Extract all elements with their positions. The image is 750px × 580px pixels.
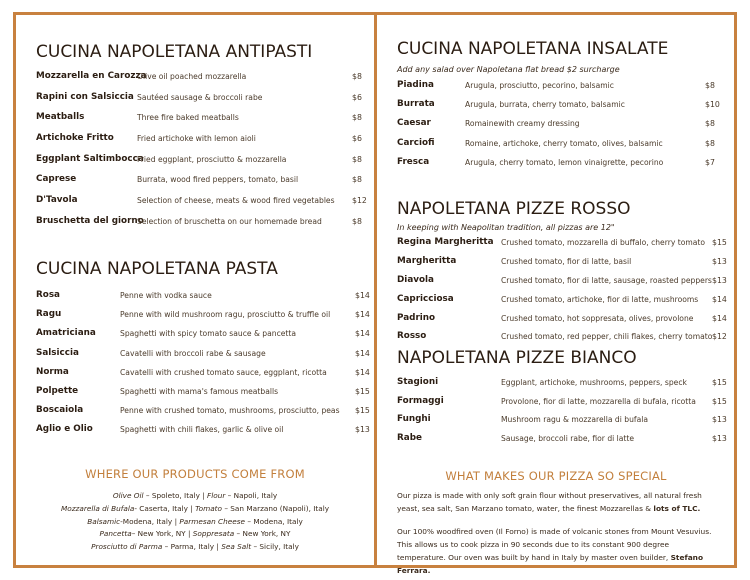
item-price: $13 [712, 256, 727, 266]
item-description: Arugula, cherry tomato, lemon vinaigrette, pecorino [465, 157, 664, 167]
product-name: Pancetta [99, 529, 132, 539]
item-description: Romaine, artichoke, cherry tomato, olives, balsamic [465, 138, 663, 148]
item-name: Artichoke Fritto [36, 133, 114, 144]
separator: | [199, 491, 207, 500]
item-price: $13 [712, 275, 727, 285]
item-description: Spaghetti with spicy tomato sauce & pancetta [120, 329, 297, 339]
origin-line [16, 503, 374, 516]
menu-list [397, 80, 727, 176]
menu-item [36, 133, 366, 154]
item-description: Penne with wild mushroom ragu, prosciutto & truffle oil [120, 310, 331, 320]
item-description: Sautéed sausage & broccoli rabe [137, 92, 263, 102]
pasta-section [36, 259, 370, 444]
section-title: CUCINA NAPOLETANA PASTA [36, 259, 278, 279]
product-name: Flour [207, 491, 226, 500]
item-price: $15 [712, 238, 727, 247]
product-name: Soppresata [192, 529, 235, 539]
origin-line [16, 541, 374, 554]
item-description: Eggplant, artichoke, mushrooms, peppers, speck [501, 378, 687, 387]
item-price: $8 [705, 119, 715, 129]
menu-item [397, 294, 727, 313]
item-price: $8 [705, 81, 715, 90]
special-title: WHAT MAKES OUR PIZZA SO SPECIAL [445, 469, 667, 483]
item-price: $15 [355, 406, 370, 416]
item-description: Arugula, prosciutto, pecorino, balsamic [465, 81, 614, 90]
product-origin: – Spoleto, Italy [143, 491, 200, 500]
menu-item [397, 414, 727, 433]
menu-list [397, 237, 727, 350]
menu-item [397, 433, 727, 452]
item-description: Cavatelli with crushed tomato sauce, eggplant, ricotta [120, 367, 327, 377]
menu-item [397, 256, 727, 275]
item-name: Caesar [397, 118, 431, 129]
menu-item [397, 99, 727, 118]
item-description: Provolone, fior di latte, mozzarella di bufala, ricotta [501, 396, 696, 406]
item-name: Polpette [36, 385, 79, 396]
section-title: NAPOLETANA PIZZE BIANCO [397, 348, 637, 368]
section-title: CUCINA NAPOLETANA INSALATE [397, 39, 669, 59]
item-description: Penne with vodka sauce [120, 291, 212, 300]
item-name: Salsiccia [36, 347, 79, 358]
section-note: Add any salad over Napoletana flat bread $2 surcharge [397, 65, 620, 74]
menu-item [36, 366, 370, 386]
item-price: $8 [352, 216, 362, 226]
menu-item [36, 424, 370, 443]
item-name: Mozzarella en Carozza [36, 71, 147, 81]
item-price: $6 [352, 92, 362, 102]
menu-item [36, 309, 370, 328]
origins-list [16, 490, 374, 554]
menu-item [36, 290, 370, 309]
item-price: $12 [712, 332, 727, 342]
menu-item [36, 174, 366, 195]
item-description: Sausage, broccoli rabe, fior di latte [501, 434, 635, 444]
item-name: Formaggi [397, 395, 444, 406]
menu-item [397, 275, 727, 294]
item-description: Romainewith creamy dressing [465, 119, 580, 129]
item-price: $14 [355, 291, 370, 300]
menu-item [36, 347, 370, 367]
item-description: Spaghetti with chili flakes, garlic & olive oil [120, 425, 284, 435]
menu-item [36, 154, 366, 175]
item-price: $6 [352, 134, 362, 144]
menu-item [36, 385, 370, 405]
column-divider [374, 12, 377, 568]
antipasti-section [36, 42, 366, 237]
item-description: Olive oil poached mozzarella [137, 72, 247, 81]
item-name: Aglio e Olio [36, 424, 93, 435]
menu-list [36, 71, 366, 237]
item-name: Rapini con Salsiccia [36, 91, 134, 102]
origin-line [16, 528, 374, 541]
product-origin: – Napoli, Italy [225, 491, 278, 500]
item-name: Margheritta [397, 255, 457, 266]
item-price: $10 [705, 100, 720, 110]
item-name: Rabe [397, 433, 422, 444]
product-origin: – New York, NY [131, 529, 186, 539]
item-description: Three fire baked meatballs [137, 113, 239, 123]
product-name: Balsamic [87, 516, 121, 526]
item-description: Fried artichoke with lemon aioli [137, 134, 256, 144]
item-name: Eggplant Saltimbocca [36, 153, 144, 164]
item-name: Burrata [397, 99, 435, 110]
item-price: $7 [705, 157, 715, 167]
item-price: $13 [355, 425, 370, 435]
separator: | [185, 529, 193, 539]
special-section [397, 469, 715, 577]
product-origin: -Modena, Italy [120, 516, 173, 526]
product-origin: – Modena, Italy [245, 516, 303, 526]
rosso-section [397, 199, 727, 350]
item-name: Fresca [397, 156, 430, 167]
item-description: Penne with crushed tomato, mushrooms, prosciutto, peas [120, 406, 340, 416]
special-text: Our 100% woodfired oven (Il Forno) is made of volcanic stones from Mount Vesuvius. This allows us to cook pizza in 90 seconds due to its constant 900 degree temperature. Our oven was built by hand in Italy by master oven builder, [397, 527, 712, 562]
origin-line [16, 516, 374, 529]
section-note: In keeping with Neapolitan tradition, all pizzas are 12" [397, 223, 615, 232]
menu-item [36, 328, 370, 347]
item-name: Capricciosa [397, 293, 454, 304]
item-price: $13 [712, 415, 727, 425]
special-paragraph-2 [397, 525, 715, 577]
bianco-section [397, 348, 727, 452]
menu-item [397, 396, 727, 415]
item-description: Crushed tomato, red pepper, chili flakes, cherry tomato [501, 332, 713, 342]
item-name: Boscaiola [36, 405, 84, 416]
item-name: Norma [36, 366, 69, 377]
item-description: Crushed tomato, mozzarella di buffalo, cherry tomato [501, 238, 706, 247]
item-description: Crushed tomato, artichoke, fior di latte, mushrooms [501, 294, 699, 304]
item-description: Crushed tomato, hot soppresata, olives, provolone [501, 313, 694, 323]
item-name: Meatballs [36, 112, 85, 123]
product-origin: – San Marzano (Napoli), Italy [222, 503, 330, 513]
menu-item [397, 138, 727, 157]
item-name: Carciofi [397, 137, 435, 148]
special-text: Our pizza is made with only soft grain flour without preservatives, all natural fresh yeast, sea salt, San Marzano tomato, water, the finest Mozzarellas & [397, 491, 702, 513]
item-name: Stagioni [397, 377, 439, 387]
item-name: Caprese [36, 174, 77, 185]
item-name: Rosso [397, 331, 427, 342]
item-price: $8 [352, 175, 362, 185]
menu-item [397, 80, 727, 99]
item-description: Crushed tomato, fior di latte, basil [501, 256, 632, 266]
menu-item [397, 157, 727, 176]
item-price: $15 [355, 386, 370, 396]
menu-list [36, 290, 370, 444]
item-description: Mushroom ragu & mozzarella di bufala [501, 415, 648, 425]
menu-item [397, 118, 727, 137]
products-section [16, 467, 374, 554]
special-paragraph-1 [397, 489, 715, 515]
item-price: $14 [355, 329, 370, 339]
separator: | [214, 542, 222, 552]
product-origin: – New York, NY [234, 529, 291, 539]
item-price: $14 [712, 313, 727, 323]
product-origin: – Sicily, Italy [251, 542, 299, 552]
item-price: $14 [355, 367, 370, 377]
item-price: $15 [712, 378, 727, 387]
product-name: Tomato [195, 503, 222, 513]
item-name: Ragu [36, 309, 62, 320]
item-name: Piadina [397, 80, 434, 90]
item-price: $15 [712, 396, 727, 406]
item-price: $12 [352, 196, 367, 206]
menu-item [397, 377, 727, 396]
item-name: Diavola [397, 274, 434, 285]
menu-item [36, 92, 366, 113]
item-price: $8 [352, 113, 362, 123]
menu-item [36, 112, 366, 133]
section-title: NAPOLETANA PIZZE ROSSO [397, 199, 631, 219]
item-description: Burrata, wood fired peppers, tomato, basil [137, 175, 299, 185]
item-description: Arugula, burrata, cherry tomato, balsamic [465, 100, 625, 110]
item-name: D'Tavola [36, 195, 78, 206]
menu-item [36, 195, 366, 216]
menu-item [36, 405, 370, 424]
product-name: Olive Oil [112, 491, 144, 500]
item-price: $13 [712, 434, 727, 444]
item-name: Rosa [36, 290, 60, 300]
item-description: Selection of bruschetta on our homemade bread [137, 216, 322, 226]
item-price: $14 [712, 294, 727, 304]
separator: | [187, 503, 196, 513]
menu-item [36, 71, 366, 92]
product-name: Mozzarella di Bufala [60, 503, 135, 513]
special-bold: Stefano Ferrara. [397, 553, 704, 575]
separator: | [172, 516, 180, 526]
item-price: $14 [355, 348, 370, 358]
item-name: Bruschetta del giorno [36, 215, 144, 226]
product-name: Prosciutto di Parma [91, 542, 163, 552]
origin-line [16, 490, 374, 503]
item-price: $8 [352, 72, 362, 81]
insalate-section [397, 39, 727, 176]
item-price: $8 [352, 154, 362, 164]
section-title: CUCINA NAPOLETANA ANTIPASTI [36, 42, 313, 62]
item-description: Cavatelli with broccoli rabe & sausage [120, 348, 266, 358]
item-description: Crushed tomato, fior di latte, sausage, roasted peppers [501, 275, 712, 285]
product-name: Sea Salt [221, 542, 252, 552]
product-origin: – Parma, Italy [162, 542, 215, 552]
item-name: Funghi [397, 414, 431, 425]
menu-item [397, 313, 727, 332]
menu-item [397, 237, 727, 256]
item-name: Padrino [397, 312, 436, 323]
product-name: Parmesan Cheese [179, 516, 246, 526]
menu-list [397, 377, 727, 452]
item-description: Fried eggplant, prosciutto & mozzarella [137, 154, 287, 164]
special-bold: lots of TLC. [653, 504, 701, 513]
item-price: $8 [705, 138, 715, 148]
item-description: Selection of cheese, meats & wood fired vegetables [137, 196, 335, 206]
menu-item [36, 216, 366, 237]
item-description: Spaghetti with mama's famous meatballs [120, 386, 279, 396]
products-title: WHERE OUR PRODUCTS COME FROM [85, 467, 305, 481]
item-name: Amatriciana [36, 328, 96, 339]
item-name: Regina Margheritta [397, 237, 494, 247]
product-origin: - Caserta, Italy [134, 503, 188, 513]
item-price: $14 [355, 310, 370, 320]
